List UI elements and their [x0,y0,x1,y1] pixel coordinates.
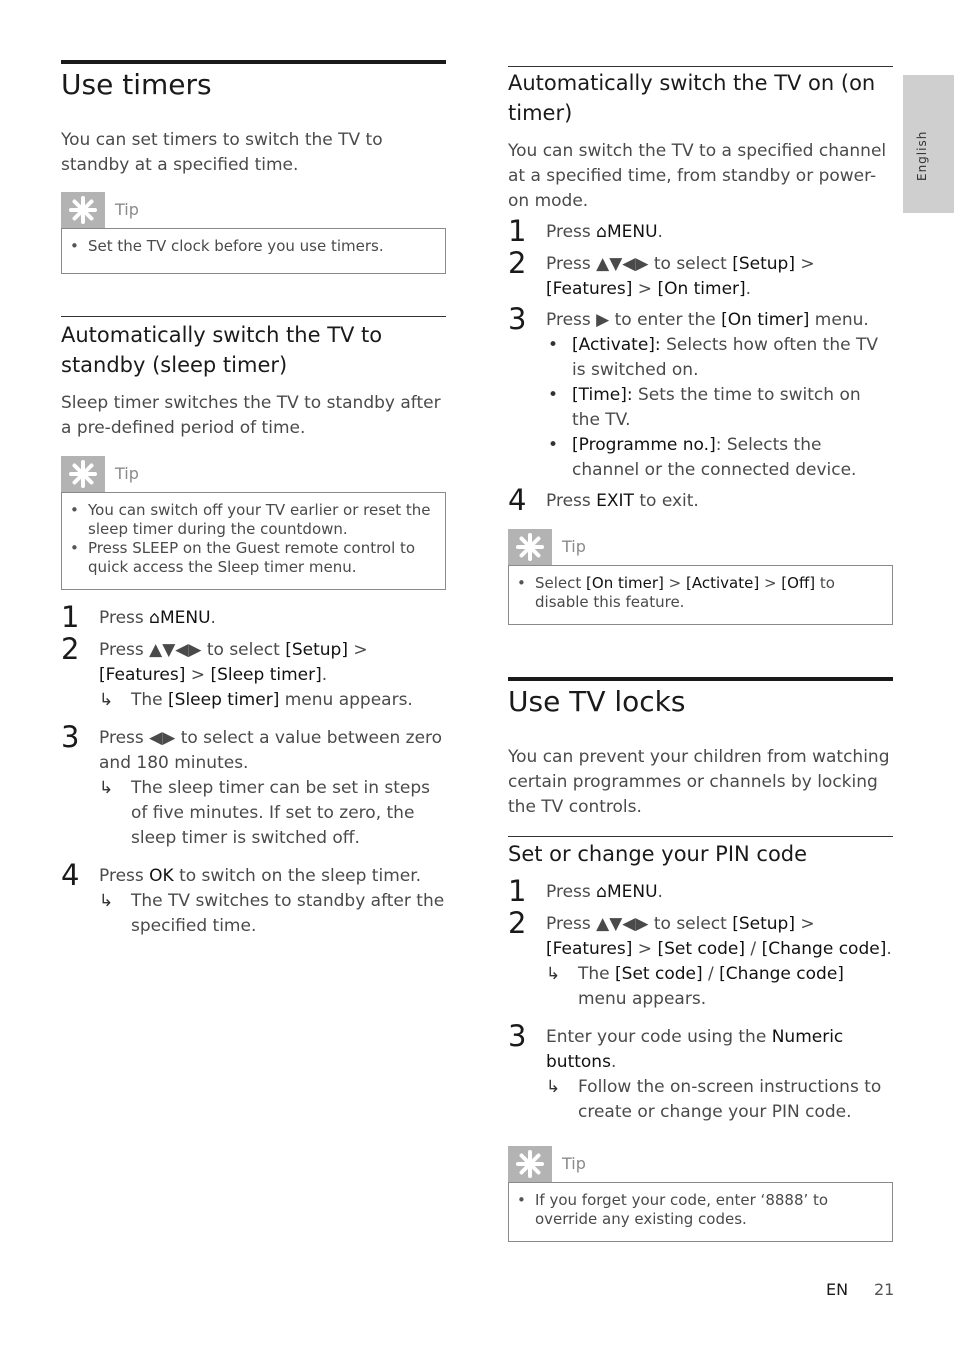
pin-code-title: Set or change your PIN code [508,842,808,866]
tip-item: • Set the TV clock before you use timers. [88,237,435,256]
section-rule [508,836,893,837]
language-tab-label: English [915,130,929,181]
step-text: Press ▶ to enter the [On timer] menu. • [Activate]: Selects how often the TV is switched on. • [Time]: Sets the time to switch on the TV. • [Programme no.]: Selects the channel or the connected device. [546,308,893,483]
tip-label: Tip [562,1154,586,1173]
use-timers-title: Use timers [61,68,212,101]
tip-item: • If you forget your code, enter ‘8888’ to override any existing codes. [535,1191,882,1229]
tip-star-icon [508,529,552,565]
result-arrow-icon: ↳ [546,1077,561,1097]
result-arrow-icon: ↳ [99,891,114,911]
step-text: Press ◀▶ to select a value between zero and 180 minutes. ↳ The sleep timer can be set in steps of five minutes. If set to zero, the sleep timer is switched off. [99,726,446,851]
step-text: Press ▲▼◀▶ to select [Setup] > [Features] > [Set code] / [Change code]. ↳ The [Set code] / [Change code] menu appears. [546,912,893,1012]
step-number: 3 [508,1019,527,1053]
home-icon: ⌂ [149,608,160,628]
step-text: Press OK to switch on the sleep timer. ↳ The TV switches to standby after the specified time. [99,864,446,939]
section-rule [508,66,893,67]
language-tab [903,75,954,213]
step-text: Enter your code using the Numeric buttons. ↳ Follow the on-screen instructions to create or change your PIN code. [546,1025,893,1125]
step-text: Press ⌂MENU. [546,882,663,902]
step-text: Press ⌂MENU. [546,222,663,242]
tv-locks-title: Use TV locks [508,685,686,718]
tip-block [508,1146,893,1242]
option-bullet: • [Activate]: Selects how often the TV is switched on. [548,335,878,380]
step-result: ↳ The TV switches to standby after the specified time. [99,891,445,936]
step-text: Press ⌂MENU. [99,608,216,628]
step-number: 2 [508,906,527,940]
tip-content [508,565,893,625]
tip-item: • Select [On timer] > [Activate] > [Off] to disable this feature. [535,574,882,612]
tip-item: • Press SLEEP on the Guest remote control to quick access the Sleep timer menu. [88,539,435,577]
footer-language: EN [826,1280,849,1299]
step-text: Press ▲▼◀▶ to select [Setup] > [Features] > [On timer]. [546,254,815,299]
on-timer-title [508,68,893,128]
home-icon: ⌂ [596,882,607,902]
tip-label: Tip [115,464,139,483]
option-bullet: • [Programme no.]: Selects the channel or the connected device. [548,435,857,480]
sleep-timer-title [61,320,446,380]
section-rule [61,60,446,64]
tip-label: Tip [115,200,139,219]
tip-content [508,1182,893,1242]
step-text: Press ▲▼◀▶ to select [Setup] > [Features] > [Sleep timer]. ↳ The [Sleep timer] menu appears. [99,638,446,713]
tip-label: Tip [562,537,586,556]
step-number: 1 [508,874,527,908]
step-result: ↳ The [Set code] / [Change code] menu appears. [546,964,844,1009]
step-number: 1 [508,214,527,248]
step-text: Press EXIT to exit. [546,491,699,511]
home-icon: ⌂ [596,222,607,242]
sleep-timer-title-line1: Automatically switch the TV to [61,323,383,347]
tip-block [61,192,446,274]
tip-content [61,492,446,590]
sleep-timer-intro: Sleep timer switches the TV to standby after a pre-defined period of time. [61,393,441,438]
step-number: 4 [508,483,527,517]
sleep-timer-title-line2: standby (sleep timer) [61,353,288,377]
tip-block [61,456,446,590]
section-rule [61,316,446,317]
step-result: ↳ The [Sleep timer] menu appears. [99,688,446,713]
use-timers-intro: You can set timers to switch the TV to standby at a specified time. [61,130,383,175]
page-number: 21 [874,1280,895,1299]
step-number: 2 [61,632,80,666]
tip-content [61,228,446,274]
step-number: 2 [508,246,527,280]
step-number: 1 [61,600,80,634]
on-timer-title-line1: Automatically switch the TV on (on [508,71,876,95]
step-number: 3 [61,720,80,754]
tip-star-icon [508,1146,552,1182]
step-number: 4 [61,858,80,892]
step-number: 3 [508,302,527,336]
tv-locks-intro: You can prevent your children from watching certain programmes or channels by locking the TV controls. [508,747,890,817]
result-arrow-icon: ↳ [99,690,114,710]
on-timer-intro: You can switch the TV to a specified channel at a specified time, from standby or power-on mode. [508,141,887,211]
on-timer-title-line2: timer) [508,101,573,125]
option-bullet: • [Time]: Sets the time to switch on the TV. [548,385,861,430]
step-result: ↳ Follow the on-screen instructions to create or change your PIN code. [546,1077,882,1122]
tip-star-icon [61,456,105,492]
result-arrow-icon: ↳ [99,778,114,798]
tip-star-icon [61,192,105,228]
tip-item: • You can switch off your TV earlier or reset the sleep timer during the countdown. [88,501,435,539]
tip-block [508,529,893,625]
section-rule [508,677,893,681]
step-result: ↳ The sleep timer can be set in steps of five minutes. If set to zero, the sleep timer is switched off. [99,778,431,848]
result-arrow-icon: ↳ [546,964,561,984]
